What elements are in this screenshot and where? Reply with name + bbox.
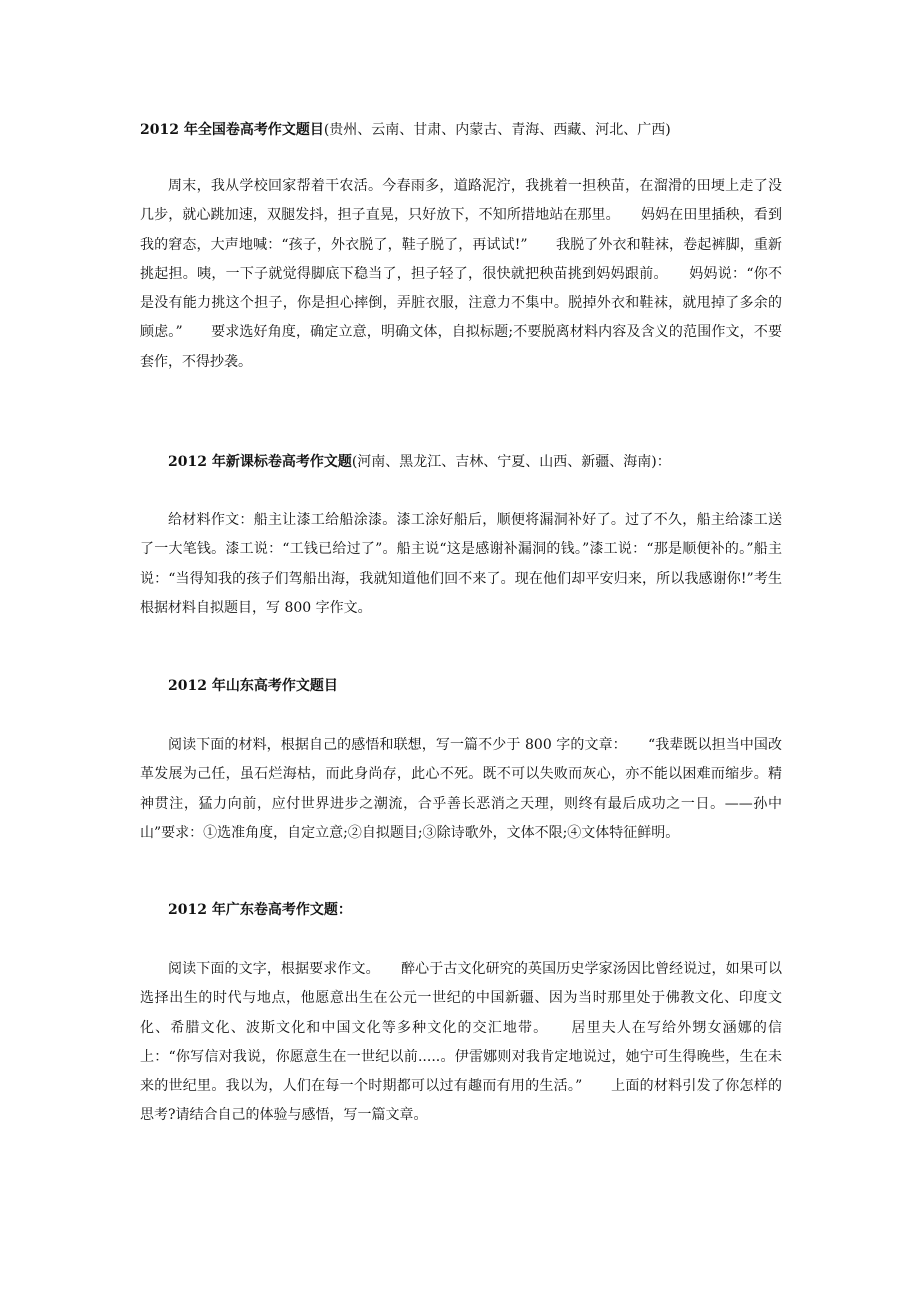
heading-provinces: (贵州、云南、甘肃、内蒙古、青海、西藏、河北、广西) (323, 122, 671, 138)
section-body-national: 周末，我从学校回家帮着干农活。今春雨多，道路泥泞，我挑着一担秧苗，在溜滑的田埂上走了没几步，就心跳加速，双腿发抖，担子直晃，只好放下，不知所措地站在那里。 妈妈在田里插秧，看到我的窘态，大声地喊：“孩子，外衣脱了，鞋子脱了，再试试!” 我脱了外衣和鞋袜，卷起裤脚，重新挑起担。咦，一下子就觉得脚底下稳当了，担子轻了，很快就把秧苗挑到妈妈跟前。 妈妈说：“你不是没有能力挑这个担子，你是担心摔倒，弄脏衣服，注意力不集中。脱掉外衣和鞋袜，就甩掉了多余的顾虑。” 要求选好角度，确定立意，明确文体，自拟标题;不要脱离材料内容及含义的范围作文，不要套作，不得抄袭。 (140, 178, 782, 370)
heading-title: 2012 年广东卷高考作文题： (168, 902, 352, 918)
heading-title: 2012 年全国卷高考作文题目 (140, 122, 324, 138)
section-heading-national (140, 120, 671, 140)
heading-title: 2012 年新课标卷高考作文题 (168, 454, 352, 470)
section-heading-guangdong (168, 900, 352, 920)
section-body-guangdong: 阅读下面的文字，根据要求作文。 醉心于古文化研究的英国历史学家汤因比曾经说过，如果可以选择出生的时代与地点，他愿意出生在公元一世纪的中国新疆、因为当时那里处于佛教文化、印度文化、希腊文化、波斯文化和中国文化等多种文化的交汇地带。 居里夫人在写给外甥女涵娜的信上：“你写信对我说，你愿意生在一世纪以前.....。伊雷娜则对我肯定地说过，她宁可生得晚些，生在未来的世纪里。我以为，人们在每一个时期都可以过有趣而有用的生活。” 上面的材料引发了你怎样的思考?请结合自己的体验与感悟，写一篇文章。 (140, 961, 782, 1124)
section-heading-shandong (168, 676, 338, 696)
heading-provinces: (河南、黑龙江、吉林、宁夏、山西、新疆、海南)： (351, 454, 671, 470)
heading-title: 2012 年山东高考作文题目 (168, 678, 338, 694)
section-body-shandong: 阅读下面的材料，根据自己的感悟和联想，写一篇不少于 800 字的文章： “我辈既以担当中国改革发展为己任，虽石烂海枯，而此身尚存，此心不死。既不可以失败而灰心，亦不能以困难而缩步。精神贯注，猛力向前，应付世界进步之潮流，合乎善长恶消之天理，则终有最后成功之一日。——孙中山”要求：①选准角度，自定立意;②自拟题目;③除诗歌外，文体不限;④文体特征鲜明。 (140, 737, 782, 841)
section-heading-new-curriculum (168, 452, 671, 472)
section-body-new-curriculum: 给材料作文：船主让漆工给船涂漆。漆工涂好船后，顺便将漏洞补好了。过了不久，船主给漆工送了一大笔钱。漆工说：“工钱已给过了”。船主说“这是感谢补漏洞的钱。”漆工说：“那是顺便补的。”船主说：“当得知我的孩子们驾船出海，我就知道他们回不来了。现在他们却平安归来，所以我感谢你!”考生根据材料自拟题目，写 800 字作文。 (140, 512, 782, 616)
